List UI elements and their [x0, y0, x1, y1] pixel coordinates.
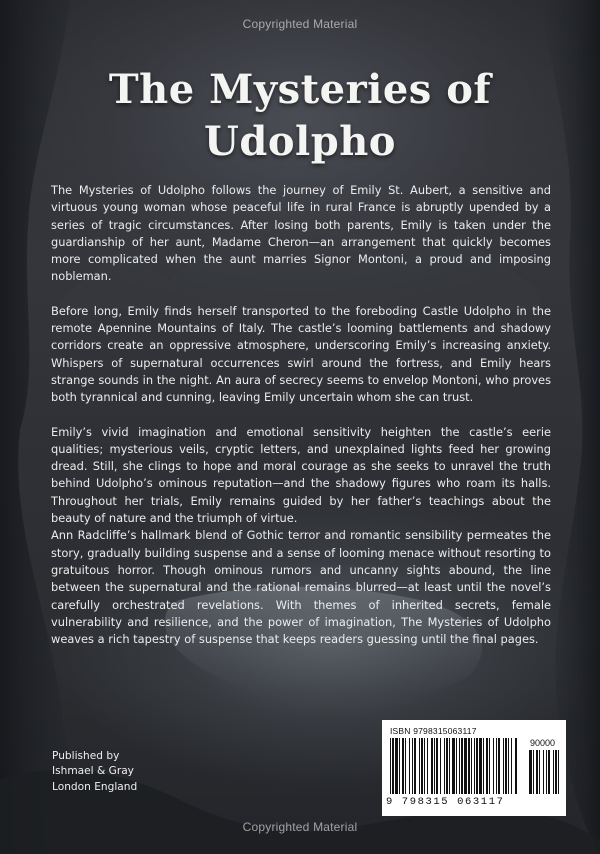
isbn-label: ISBN 9798315063117: [390, 726, 477, 736]
isbn-barcode-box: [382, 720, 566, 816]
description-paragraph-1: The Mysteries of Udolpho follows the journey of Emily St. Aubert, a sensitive and virtuous young woman whose peaceful life in rural France is abruptly upended by a series of tragic circumstances. After losing both parents, Emily is taken under the guardianship of her aunt, Madame Cheron—an arrangement that quickly becomes more complicated when the aunt marries Signor Montoni, a proud and imposing nobleman.: [51, 183, 551, 284]
publisher-line-3: London England: [52, 780, 138, 793]
book-title-line-1: The Mysteries of: [108, 66, 492, 113]
description-paragraph-3: Emily’s vivid imagination and emotional sensitivity heighten the castle’s eerie qualities; mysterious veils, cryptic letters, and unexplained lights feed her growing dread. Still, she clings to hope and moral courage as she seeks to unravel the truth behind Udolpho’s ominous reputation—and the shadowy figures who roam its halls. Throughout her trials, Emily remains guided by her father’s teachings about the beauty of nature and the triumph of virtue.: [51, 424, 551, 526]
book-title: [0, 64, 600, 168]
copyright-watermark-bottom: Copyrighted Material: [242, 820, 358, 834]
description-paragraph-2: Before long, Emily finds herself transported to the foreboding Castle Udolpho in the remote Apennine Mountains of Italy. The castle’s looming battlements and shadowy corridors create an oppressive atmosphere, underscoring Emily’s increasing anxiety. Whispers of supernatural occurrences swirl around the fortress, and Emily hears strange sounds in the night. An aura of secrecy seems to envelop Montoni, who proves both tyrannical and cunning, leaving Emily uncertain whom she can trust.: [51, 303, 551, 405]
price-code: 90000: [530, 738, 556, 748]
copyright-watermark-top: Copyrighted Material: [242, 17, 358, 31]
barcode-digits: 9 798315 063117: [386, 796, 505, 808]
publisher-line-2: Ishmael & Gray: [52, 765, 134, 778]
description-paragraph-4: Ann Radcliffe’s hallmark blend of Gothic terror and romantic sensibility permeates the story, gradually building suspense and a sense of looming menace without resorting to gratuitous horror. Though ominous rumors and uncanny sights abound, the line between the supernatural and the rational remains blurred—at least until the novel’s carefully orchestrated revelations. With themes of inherited secrets, female vulnerability and resilience, and the power of imagination, The Mysteries of Udolpho weaves a rich tapestry of suspense that keeps readers guessing until the final pages.: [51, 528, 551, 647]
publisher-info: [52, 749, 137, 795]
book-description: [51, 182, 551, 665]
publisher-line-1: Published by: [52, 750, 120, 762]
book-title-line-2: Udolpho: [204, 118, 396, 165]
